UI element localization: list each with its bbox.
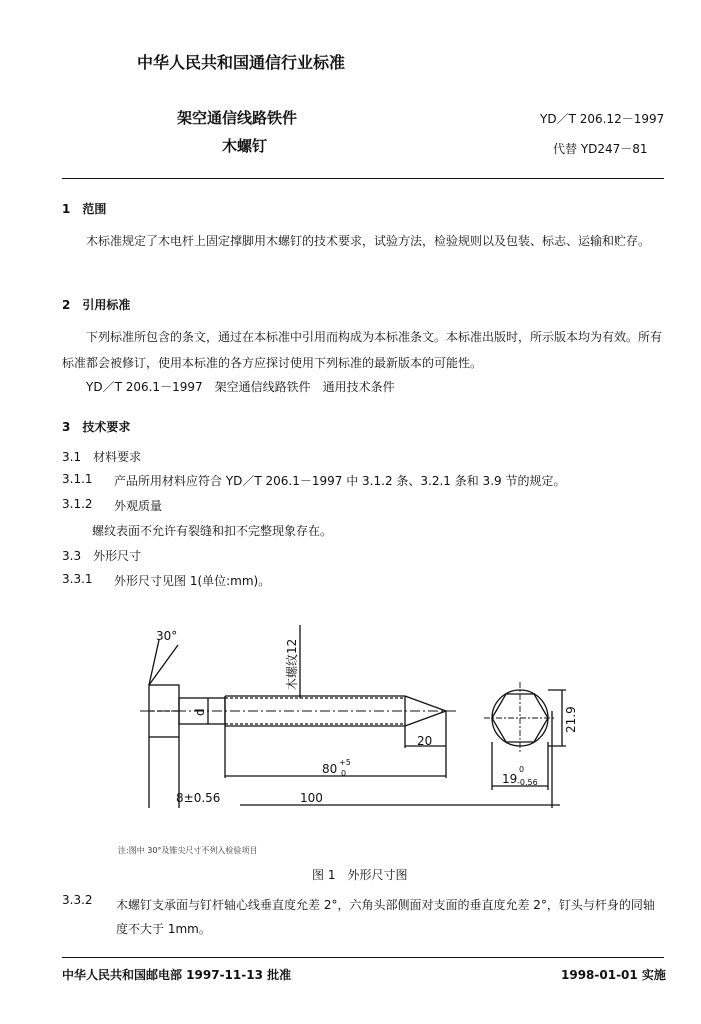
section-3-1-2-text: 螺纹表面不允许有裂缝和扣不完整现象存在。 [92,524,333,538]
dim-80: 80 [322,762,338,776]
standard-code: YD／T 206.12－1997 [540,112,665,126]
doc-title: 架空通信线路铁件 [177,109,298,127]
dim-80-tol-dn: 0 [341,769,347,778]
section-2-para: 下列标准所包含的条文，通过在本标准中引用而构成为本标准条文。本标准出版时，所示版本均为有效。所有标准都会被修订，使用本标准的各方应探讨使用下列标准的最新版本的可能性。 [62,330,663,370]
figure-caption: 图 1 外形尺寸图 [312,868,408,882]
dim-21-9: 21.9 [564,706,578,733]
section-3-1-1: 产品所用材料应符合 YD／T 206.1－1997 中 3.1.2 条、3.2.1 条和 3.9 节的规定。 [114,474,566,488]
dim-19-tol-up: 0 [519,765,525,774]
figure-note: 注:图中 30°及锥尖尺寸不列入检验项目 [118,846,258,855]
section-3-1-2: 外观质量 [114,499,163,513]
header-rule [62,178,664,179]
angle-label: 30° [156,629,178,643]
section-3-title: 3 技术要求 [62,420,131,434]
section-3-3-2: 木螺钉支承面与钉杆轴心线垂直度允差 2°，六角头部侧面对支面的垂直度允差 2°，钉头与杆身的同轴度不大于 1mm。 [116,898,655,936]
thread-label: 木螺纹12 [285,638,299,690]
doc-subtitle: 木螺钉 [222,137,268,155]
dim-80-tol-up: +5 [339,758,351,767]
dim-20: 20 [417,734,433,748]
section-2-title: 2 引用标准 [62,298,131,312]
dim-19: 19 [502,772,518,786]
section-3-1-1-num: 3.1.1 [62,472,93,486]
section-3-3-2-num: 3.3.2 [62,893,93,907]
standard-org: 中华人民共和国通信行业标准 [137,53,346,72]
footer-rule [62,957,664,958]
section-3-3-1-num: 3.3.1 [62,572,93,586]
section-3-1-2-num: 3.1.2 [62,497,93,511]
d-label: d [193,708,207,716]
approval-note: 中华人民共和国邮电部 1997-11-13 批准 [62,968,292,982]
section-1-para: 木标准规定了木电杆上固定撑脚用木螺钉的技术要求，试验方法，检验规则以及包装、标志、运输和贮存。 [86,234,651,248]
replaces-code: 代替 YD247－81 [553,142,648,156]
section-2-ref: YD／T 206.1－1997 架空通信线路铁件 通用技术条件 [86,380,395,394]
dim-100: 100 [300,791,323,805]
wood-screw-drawing [0,600,701,860]
section-1-title: 1 范围 [62,202,107,216]
dim-19-tol-dn: -0.56 [517,778,538,787]
section-3-3-1: 外形尺寸见图 1(单位:mm)。 [114,574,271,588]
effective-date: 1998-01-01 实施 [561,968,666,982]
section-3-1: 3.1 材料要求 [62,450,142,464]
section-3-3: 3.3 外形尺寸 [62,549,142,563]
dim-8: 8±0.56 [176,791,221,805]
